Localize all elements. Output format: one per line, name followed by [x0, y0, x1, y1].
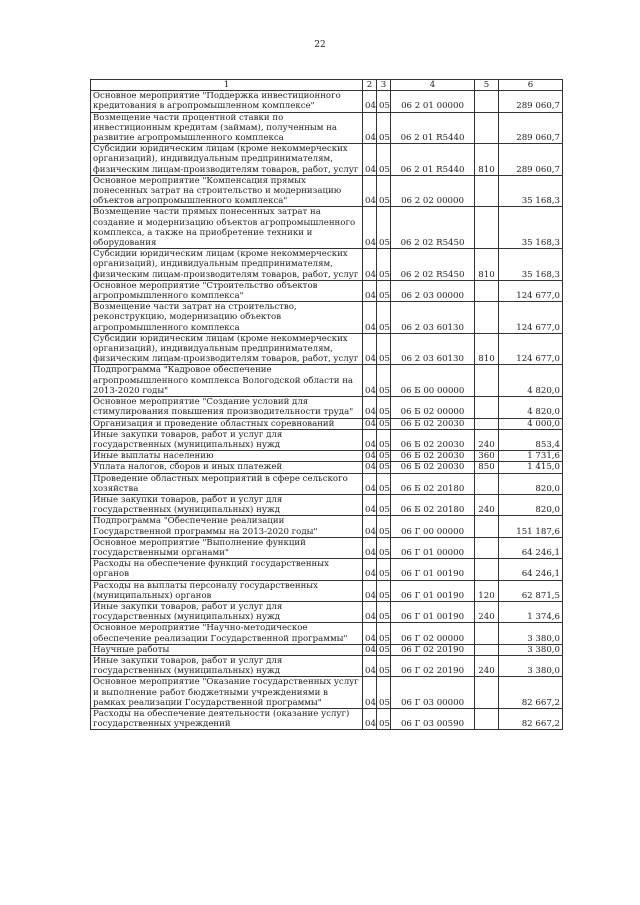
- table-row: [91, 418, 563, 429]
- row-expense-type: [475, 473, 499, 494]
- row-name: Основное мероприятие "Компенсация прямых понесенных затрат на строительство и модернизацию объектов агропромышленного комплекса": [91, 175, 363, 207]
- table-row: [91, 677, 563, 709]
- row-target-code: 06 Б 02 20180: [391, 494, 475, 515]
- row-target-code: 06 2 03 60130: [391, 302, 475, 334]
- row-name: Субсидии юридическим лицам (кроме некоммерческих организаций), индивидуальным предпринимателям, физическим лицам-производителям товаров, работ, услуг: [91, 249, 363, 281]
- row-name: Расходы на обеспечение функций государственных органов: [91, 559, 363, 580]
- row-name: Основное мероприятие "Строительство объектов агропромышленного комплекса": [91, 280, 363, 301]
- row-section: 04: [363, 708, 377, 729]
- table-row: [91, 462, 563, 473]
- row-section: 04: [363, 397, 377, 418]
- row-section: 04: [363, 623, 377, 644]
- row-expense-type: 850: [475, 462, 499, 473]
- budget-table: [90, 79, 563, 730]
- row-expense-type: [475, 644, 499, 655]
- page-number: 22: [314, 40, 326, 50]
- row-name: Иные закупки товаров, работ и услуг для государственных (муниципальных) нужд: [91, 494, 363, 515]
- row-subsection: 05: [377, 623, 391, 644]
- row-subsection: 05: [377, 462, 391, 473]
- row-target-code: 06 Б 02 20030: [391, 451, 475, 462]
- row-amount: 124 677,0: [499, 333, 563, 365]
- row-name: Иные выплаты населению: [91, 451, 363, 462]
- header-row: [91, 80, 563, 91]
- table-row: [91, 333, 563, 365]
- row-subsection: 05: [377, 333, 391, 365]
- row-amount: 820,0: [499, 494, 563, 515]
- table-row: [91, 537, 563, 558]
- row-target-code: 06 Г 01 00190: [391, 601, 475, 622]
- row-amount: 4 820,0: [499, 365, 563, 397]
- row-target-code: 06 2 02 R5450: [391, 249, 475, 281]
- row-name: Основное мероприятие "Поддержка инвестиционного кредитования в агропромышленном комплексе": [91, 91, 363, 112]
- row-expense-type: 120: [475, 580, 499, 601]
- row-target-code: 06 2 03 60130: [391, 333, 475, 365]
- row-expense-type: [475, 91, 499, 112]
- table-row: [91, 623, 563, 644]
- row-amount: 1 731,6: [499, 451, 563, 462]
- row-section: 04: [363, 91, 377, 112]
- row-amount: 289 060,7: [499, 91, 563, 112]
- row-subsection: 05: [377, 91, 391, 112]
- row-amount: 35 168,3: [499, 249, 563, 281]
- row-section: 04: [363, 302, 377, 334]
- table-row: [91, 451, 563, 462]
- row-target-code: 06 2 01 R5440: [391, 144, 475, 176]
- row-target-code: 06 Г 01 00000: [391, 537, 475, 558]
- row-section: 04: [363, 559, 377, 580]
- row-subsection: 05: [377, 473, 391, 494]
- row-name: Подпрограмма "Кадровое обеспечение агропромышленного комплекса Вологодской области на 2013-2020 годы": [91, 365, 363, 397]
- row-section: 04: [363, 644, 377, 655]
- header-col-3: 3: [377, 80, 391, 91]
- row-amount: 82 667,2: [499, 677, 563, 709]
- row-amount: 124 677,0: [499, 280, 563, 301]
- row-section: 04: [363, 473, 377, 494]
- row-section: 04: [363, 112, 377, 144]
- row-expense-type: [475, 397, 499, 418]
- row-amount: 35 168,3: [499, 207, 563, 249]
- row-amount: 64 246,1: [499, 559, 563, 580]
- row-target-code: 06 2 01 R5440: [391, 112, 475, 144]
- row-expense-type: [475, 537, 499, 558]
- row-name: Иные закупки товаров, работ и услуг для государственных (муниципальных) нужд: [91, 429, 363, 450]
- row-subsection: 05: [377, 537, 391, 558]
- row-expense-type: 240: [475, 429, 499, 450]
- table-row: [91, 207, 563, 249]
- row-subsection: 05: [377, 677, 391, 709]
- row-subsection: 05: [377, 144, 391, 176]
- row-section: 04: [363, 537, 377, 558]
- row-section: 04: [363, 601, 377, 622]
- row-name: Расходы на обеспечение деятельности (оказание услуг) государственных учреждений: [91, 708, 363, 729]
- row-amount: 289 060,7: [499, 144, 563, 176]
- row-name: Иные закупки товаров, работ и услуг для государственных (муниципальных) нужд: [91, 601, 363, 622]
- row-subsection: 05: [377, 644, 391, 655]
- row-target-code: 06 Б 02 20180: [391, 473, 475, 494]
- row-name: Возмещение части прямых понесенных затрат на создание и модернизацию объектов агропромышленного комплекса, а также на приобретение техники и оборудования: [91, 207, 363, 249]
- row-section: 04: [363, 280, 377, 301]
- row-subsection: 05: [377, 302, 391, 334]
- row-target-code: 06 Б 00 00000: [391, 365, 475, 397]
- row-expense-type: 810: [475, 144, 499, 176]
- row-name: Субсидии юридическим лицам (кроме некоммерческих организаций), индивидуальным предпринимателям, физическим лицам-производителям товаров, работ, услуг: [91, 333, 363, 365]
- row-subsection: 05: [377, 112, 391, 144]
- header-col-2: 2: [363, 80, 377, 91]
- row-amount: 289 060,7: [499, 112, 563, 144]
- row-section: 04: [363, 175, 377, 207]
- row-expense-type: 240: [475, 494, 499, 515]
- row-expense-type: [475, 677, 499, 709]
- row-name: Расходы на выплаты персоналу государственных (муниципальных) органов: [91, 580, 363, 601]
- row-name: Основное мероприятие "Создание условий для стимулирования повышения производительности труда": [91, 397, 363, 418]
- row-amount: 64 246,1: [499, 537, 563, 558]
- table-row: [91, 280, 563, 301]
- row-section: 04: [363, 365, 377, 397]
- table-row: [91, 249, 563, 281]
- row-name: Организация и проведение областных соревнований: [91, 418, 363, 429]
- table-row: [91, 112, 563, 144]
- row-target-code: 06 2 02 R5450: [391, 207, 475, 249]
- row-amount: 1 374,6: [499, 601, 563, 622]
- row-subsection: 05: [377, 280, 391, 301]
- row-target-code: 06 Г 01 00190: [391, 580, 475, 601]
- row-section: 04: [363, 429, 377, 450]
- row-section: 04: [363, 418, 377, 429]
- table-row: [91, 601, 563, 622]
- row-subsection: 05: [377, 418, 391, 429]
- row-target-code: 06 Г 03 00590: [391, 708, 475, 729]
- row-amount: 124 677,0: [499, 302, 563, 334]
- row-expense-type: [475, 112, 499, 144]
- row-amount: 4 820,0: [499, 397, 563, 418]
- row-target-code: 06 Г 03 00000: [391, 677, 475, 709]
- row-section: 04: [363, 144, 377, 176]
- row-amount: 853,4: [499, 429, 563, 450]
- row-name: Субсидии юридическим лицам (кроме некоммерческих организаций), индивидуальным предпринимателям, физическим лицам-производителям товаров, работ, услуг: [91, 144, 363, 176]
- row-expense-type: [475, 516, 499, 537]
- row-amount: 62 871,5: [499, 580, 563, 601]
- row-name: Основное мероприятие "Выполнение функций государственными органами": [91, 537, 363, 558]
- row-subsection: 05: [377, 429, 391, 450]
- row-amount: 1 415,0: [499, 462, 563, 473]
- table-row: [91, 516, 563, 537]
- table-row: [91, 644, 563, 655]
- table-row: [91, 473, 563, 494]
- row-name: Иные закупки товаров, работ и услуг для государственных (муниципальных) нужд: [91, 655, 363, 676]
- row-amount: 35 168,3: [499, 175, 563, 207]
- row-subsection: 05: [377, 175, 391, 207]
- row-target-code: 06 Б 02 20030: [391, 429, 475, 450]
- row-expense-type: [475, 175, 499, 207]
- header-col-6: 6: [499, 80, 563, 91]
- row-amount: 4 000,0: [499, 418, 563, 429]
- table-row: [91, 365, 563, 397]
- row-subsection: 05: [377, 601, 391, 622]
- row-target-code: 06 Г 02 20190: [391, 644, 475, 655]
- header-col-4: 4: [391, 80, 475, 91]
- row-subsection: 05: [377, 559, 391, 580]
- row-name: Основное мероприятие "Научно-методическое обеспечение реализации Государственной программы": [91, 623, 363, 644]
- row-section: 04: [363, 580, 377, 601]
- table-row: [91, 429, 563, 450]
- row-section: 04: [363, 462, 377, 473]
- row-target-code: 06 Г 00 00000: [391, 516, 475, 537]
- row-subsection: 05: [377, 580, 391, 601]
- row-section: 04: [363, 677, 377, 709]
- row-target-code: 06 Б 02 00000: [391, 397, 475, 418]
- row-section: 04: [363, 494, 377, 515]
- row-subsection: 05: [377, 708, 391, 729]
- row-expense-type: 810: [475, 333, 499, 365]
- row-target-code: 06 2 02 00000: [391, 175, 475, 207]
- row-name: Основное мероприятие "Оказание государственных услуг и выполнение работ бюджетными учреждениями в рамках реализации Государственной программы": [91, 677, 363, 709]
- row-subsection: 05: [377, 397, 391, 418]
- row-section: 04: [363, 516, 377, 537]
- row-amount: 3 380,0: [499, 655, 563, 676]
- row-target-code: 06 Г 02 20190: [391, 655, 475, 676]
- row-amount: 820,0: [499, 473, 563, 494]
- row-subsection: 05: [377, 249, 391, 281]
- row-expense-type: [475, 207, 499, 249]
- row-expense-type: 240: [475, 601, 499, 622]
- row-name: Проведение областных мероприятий в сфере сельского хозяйства: [91, 473, 363, 494]
- row-subsection: 05: [377, 516, 391, 537]
- row-target-code: 06 2 03 00000: [391, 280, 475, 301]
- row-amount: 3 380,0: [499, 623, 563, 644]
- row-subsection: 05: [377, 655, 391, 676]
- row-target-code: 06 Г 02 00000: [391, 623, 475, 644]
- row-expense-type: 360: [475, 451, 499, 462]
- row-expense-type: [475, 280, 499, 301]
- table-row: [91, 580, 563, 601]
- row-section: 04: [363, 451, 377, 462]
- row-name: Возмещение части процентной ставки по инвестиционным кредитам (займам), полученным на развитие агропромышленного комплекса: [91, 112, 363, 144]
- row-amount: 151 187,6: [499, 516, 563, 537]
- row-expense-type: 810: [475, 249, 499, 281]
- row-expense-type: [475, 559, 499, 580]
- row-subsection: 05: [377, 207, 391, 249]
- row-name: Научные работы: [91, 644, 363, 655]
- row-name: Возмещение части затрат на строительство, реконструкцию, модернизацию объектов агропромышленного комплекса: [91, 302, 363, 334]
- row-amount: 82 667,2: [499, 708, 563, 729]
- row-expense-type: 240: [475, 655, 499, 676]
- row-target-code: 06 Г 01 00190: [391, 559, 475, 580]
- row-section: 04: [363, 207, 377, 249]
- table-body: [91, 91, 563, 730]
- row-target-code: 06 2 01 00000: [391, 91, 475, 112]
- row-expense-type: [475, 623, 499, 644]
- table-row: [91, 397, 563, 418]
- row-expense-type: [475, 365, 499, 397]
- table-row: [91, 175, 563, 207]
- table-row: [91, 708, 563, 729]
- row-target-code: 06 Б 02 20030: [391, 418, 475, 429]
- row-subsection: 05: [377, 365, 391, 397]
- row-expense-type: [475, 418, 499, 429]
- row-subsection: 05: [377, 494, 391, 515]
- table-row: [91, 655, 563, 676]
- row-amount: 3 380,0: [499, 644, 563, 655]
- table-row: [91, 144, 563, 176]
- row-expense-type: [475, 708, 499, 729]
- header-col-5: 5: [475, 80, 499, 91]
- row-section: 04: [363, 333, 377, 365]
- row-name: Уплата налогов, сборов и иных платежей: [91, 462, 363, 473]
- row-name: Подпрограмма "Обеспечение реализации Государственной программы на 2013-2020 годы": [91, 516, 363, 537]
- table-row: [91, 494, 563, 515]
- row-subsection: 05: [377, 451, 391, 462]
- row-expense-type: [475, 302, 499, 334]
- table-row: [91, 302, 563, 334]
- row-section: 04: [363, 655, 377, 676]
- table-row: [91, 91, 563, 112]
- header-col-1: 1: [91, 80, 363, 91]
- row-section: 04: [363, 249, 377, 281]
- table-row: [91, 559, 563, 580]
- row-target-code: 06 Б 02 20030: [391, 462, 475, 473]
